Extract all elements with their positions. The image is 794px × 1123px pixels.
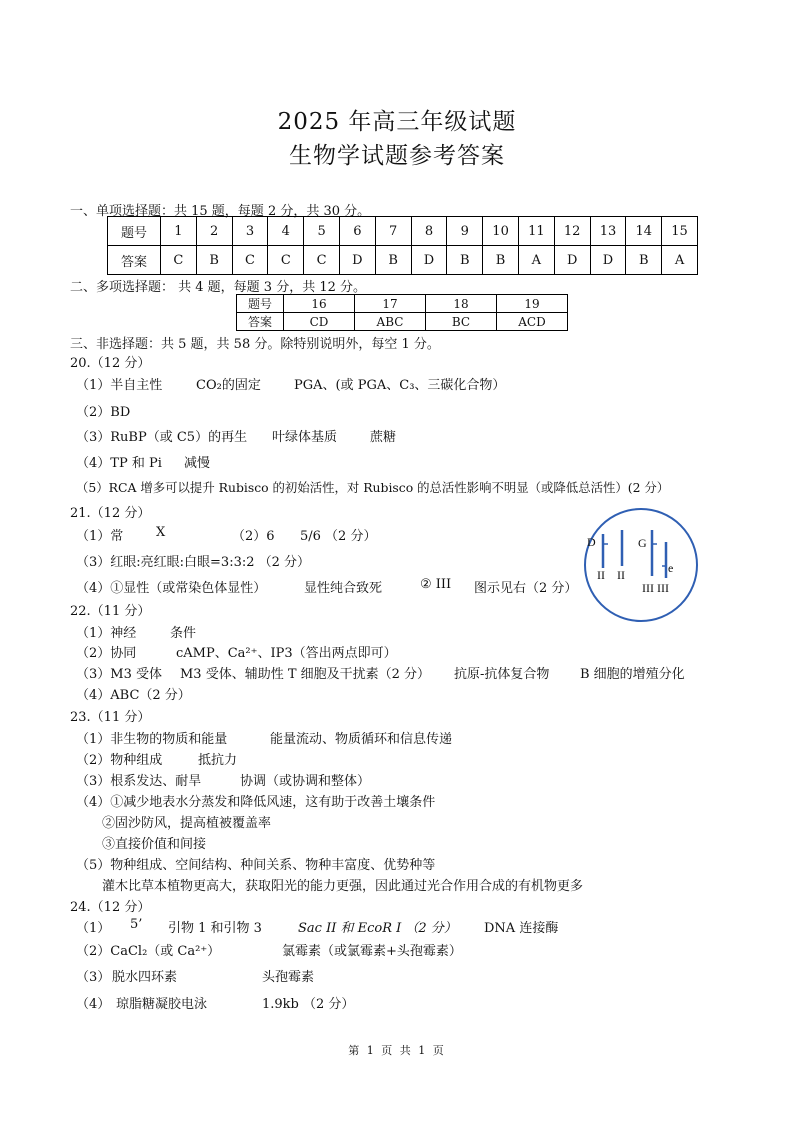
answer-text: （3）根系发达、耐旱	[76, 774, 202, 789]
table-cell: B	[447, 246, 483, 275]
answer-text: 抗原-抗体复合物	[454, 667, 550, 682]
page-footer: 第 1 页 共 1 页	[348, 1044, 446, 1057]
table-cell: 2	[196, 217, 232, 246]
answer-text: 协调（或协调和整体）	[240, 774, 371, 789]
answer-text: 灌木比草本植物更高大，获取阳光的能力更强，因此通过光合作用合成的有机物更多	[102, 879, 584, 894]
answer-text: Sac II 和 EcoR I （2 分）	[298, 921, 457, 936]
table-cell: D	[339, 246, 375, 275]
table-header-cell: 题号	[108, 217, 161, 246]
q23-heading: 23.（11 分）	[70, 710, 151, 725]
label-D: D	[587, 535, 596, 549]
answer-text: 显性纯合致死	[304, 581, 383, 596]
table-header-cell: 题号	[237, 295, 284, 313]
answer-text: （4）	[76, 997, 111, 1012]
answer-text: 蔗糖	[370, 430, 397, 445]
q24-heading: 24.（12 分）	[70, 900, 151, 915]
answer-text: （5）RCA 增多可以提升 Rubisco 的初始活性，对 Rubisco 的总活性影响不明显（或降低总活性）(2 分）	[76, 480, 670, 495]
q20-heading: 20.（12 分）	[70, 356, 151, 371]
label-III: III III	[642, 581, 669, 595]
table-cell: ABC	[355, 313, 426, 331]
table-cell: 19	[497, 295, 568, 313]
table-cell: C	[161, 246, 197, 275]
title-line-1: 2025 年高三年级试题	[277, 109, 517, 135]
answer-text: （3）M3 受体	[76, 667, 162, 682]
answer-text: 琼脂糖凝胶电泳	[116, 997, 208, 1012]
answer-text: 引物 1 和引物 3	[168, 921, 262, 936]
table-cell: C	[268, 246, 304, 275]
answer-text: cAMP、Ca²⁺、IP3（答出两点即可）	[176, 646, 397, 661]
table-row	[108, 246, 698, 275]
table-cell: 6	[339, 217, 375, 246]
table-cell: C	[232, 246, 268, 275]
chromosome-diagram	[576, 506, 706, 626]
table-cell: 7	[375, 217, 411, 246]
table-cell: BC	[426, 313, 497, 331]
table-cell: ACD	[497, 313, 568, 331]
table-cell: B	[483, 246, 519, 275]
answer-text: （2）CaCl₂（或 Ca²⁺）	[76, 944, 221, 959]
answer-text: M3 受体、辅助性 T 细胞及干扰素（2 分）	[180, 667, 431, 682]
label-e: e	[668, 561, 674, 575]
table-row	[237, 313, 568, 331]
table-cell: 9	[447, 217, 483, 246]
answer-text: （2）物种组成	[76, 753, 163, 768]
table-cell: 14	[626, 217, 662, 246]
answer-text: ② III	[420, 577, 452, 592]
table-cell: D	[411, 246, 447, 275]
label-II-right: II	[617, 568, 625, 582]
answer-text: （4）TP 和 Pi	[76, 456, 162, 471]
section-3-heading: 三、非选择题：共 5 题，共 58 分。除特别说明外，每空 1 分。	[70, 337, 440, 352]
table-cell: D	[590, 246, 626, 275]
table-cell: CD	[284, 313, 355, 331]
table-cell: 17	[355, 295, 426, 313]
answer-text: 头孢霉素	[262, 970, 315, 985]
answer-text: （4）ABC（2 分）	[76, 688, 191, 703]
answer-text: （2）BD	[76, 405, 131, 420]
answer-text: （2）协同	[76, 646, 137, 661]
single-choice-table	[107, 216, 698, 275]
answer-text: （3）红眼:亮红眼:白眼=3:3:2 （2 分）	[76, 555, 311, 570]
table-cell: 12	[554, 217, 590, 246]
answer-text: 抵抗力	[198, 753, 238, 768]
table-cell: B	[375, 246, 411, 275]
table-cell: 11	[518, 217, 554, 246]
answer-text: CO₂的固定	[196, 378, 261, 393]
label-II-left: II	[597, 568, 605, 582]
table-cell: 10	[483, 217, 519, 246]
answer-text: 5/6 （2 分）	[300, 529, 377, 544]
table-cell: A	[518, 246, 554, 275]
answer-text: 脱水四环素	[112, 970, 178, 985]
q22-heading: 22.（11 分）	[70, 604, 151, 619]
table-cell: 8	[411, 217, 447, 246]
answer-text: （1）	[76, 921, 111, 936]
table-cell: C	[304, 246, 340, 275]
answer-text: PGA、(或 PGA、C₃、三碳化合物）	[294, 378, 506, 393]
section-2-heading: 二、多项选择题： 共 4 题，每题 3 分，共 12 分。	[70, 280, 367, 295]
table-header-cell: 答案	[108, 246, 161, 275]
answer-text: 能量流动、物质循环和信息传递	[270, 732, 453, 747]
answer-text: 1.9kb （2 分）	[262, 997, 355, 1012]
answer-text: B 细胞的增殖分化	[580, 667, 685, 682]
answer-text: 5’	[130, 917, 143, 932]
table-cell: 13	[590, 217, 626, 246]
answer-text: （5）物种组成、空间结构、种间关系、物种丰富度、优势种等	[76, 858, 436, 873]
answer-text: （1）半自主性	[76, 378, 163, 393]
table-header-cell: 答案	[237, 313, 284, 331]
answer-text: （1）神经	[76, 626, 137, 641]
table-cell: D	[554, 246, 590, 275]
title-line-2: 生物学试题参考答案	[289, 143, 505, 169]
table-cell: 4	[268, 217, 304, 246]
table-cell: 16	[284, 295, 355, 313]
answer-text: （4）①显性（或常染色体显性）	[76, 581, 267, 596]
answer-text: （3）	[76, 970, 111, 985]
answer-text: 氯霉素（或氯霉素+头孢霉素）	[282, 944, 462, 959]
answer-text: （4）①减少地表水分蒸发和降低风速，这有助于改善土壤条件	[76, 795, 436, 810]
answer-text: （1）非生物的物质和能量	[76, 732, 228, 747]
table-cell: 1	[161, 217, 197, 246]
answer-text: 减慢	[184, 456, 211, 471]
table-row	[237, 295, 568, 313]
table-cell: 5	[304, 217, 340, 246]
answer-text: ③直接价值和间接	[102, 837, 207, 852]
answer-text: （1）常	[76, 529, 124, 544]
answer-text: 叶绿体基质	[272, 430, 338, 445]
table-cell: B	[626, 246, 662, 275]
table-cell: B	[196, 246, 232, 275]
answer-text: X	[156, 525, 166, 540]
table-cell: A	[662, 246, 698, 275]
section-1-heading: 一、单项选择题：共 15 题，每题 2 分，共 30 分。	[70, 204, 371, 219]
answer-text: （3）RuBP（或 C5）的再生	[76, 430, 248, 445]
table-cell: 15	[662, 217, 698, 246]
table-cell: 18	[426, 295, 497, 313]
answer-text: ②固沙防风，提高植被覆盖率	[102, 816, 272, 831]
answer-text: DNA 连接酶	[484, 921, 559, 936]
answer-text: 条件	[170, 626, 197, 641]
q21-heading: 21.（12 分）	[70, 506, 151, 521]
answer-text: 图示见右（2 分）	[474, 581, 578, 596]
table-cell: 3	[232, 217, 268, 246]
multi-choice-table	[236, 294, 568, 331]
answer-text: （2）6	[232, 529, 275, 544]
label-G: G	[638, 536, 647, 550]
table-row	[108, 217, 698, 246]
